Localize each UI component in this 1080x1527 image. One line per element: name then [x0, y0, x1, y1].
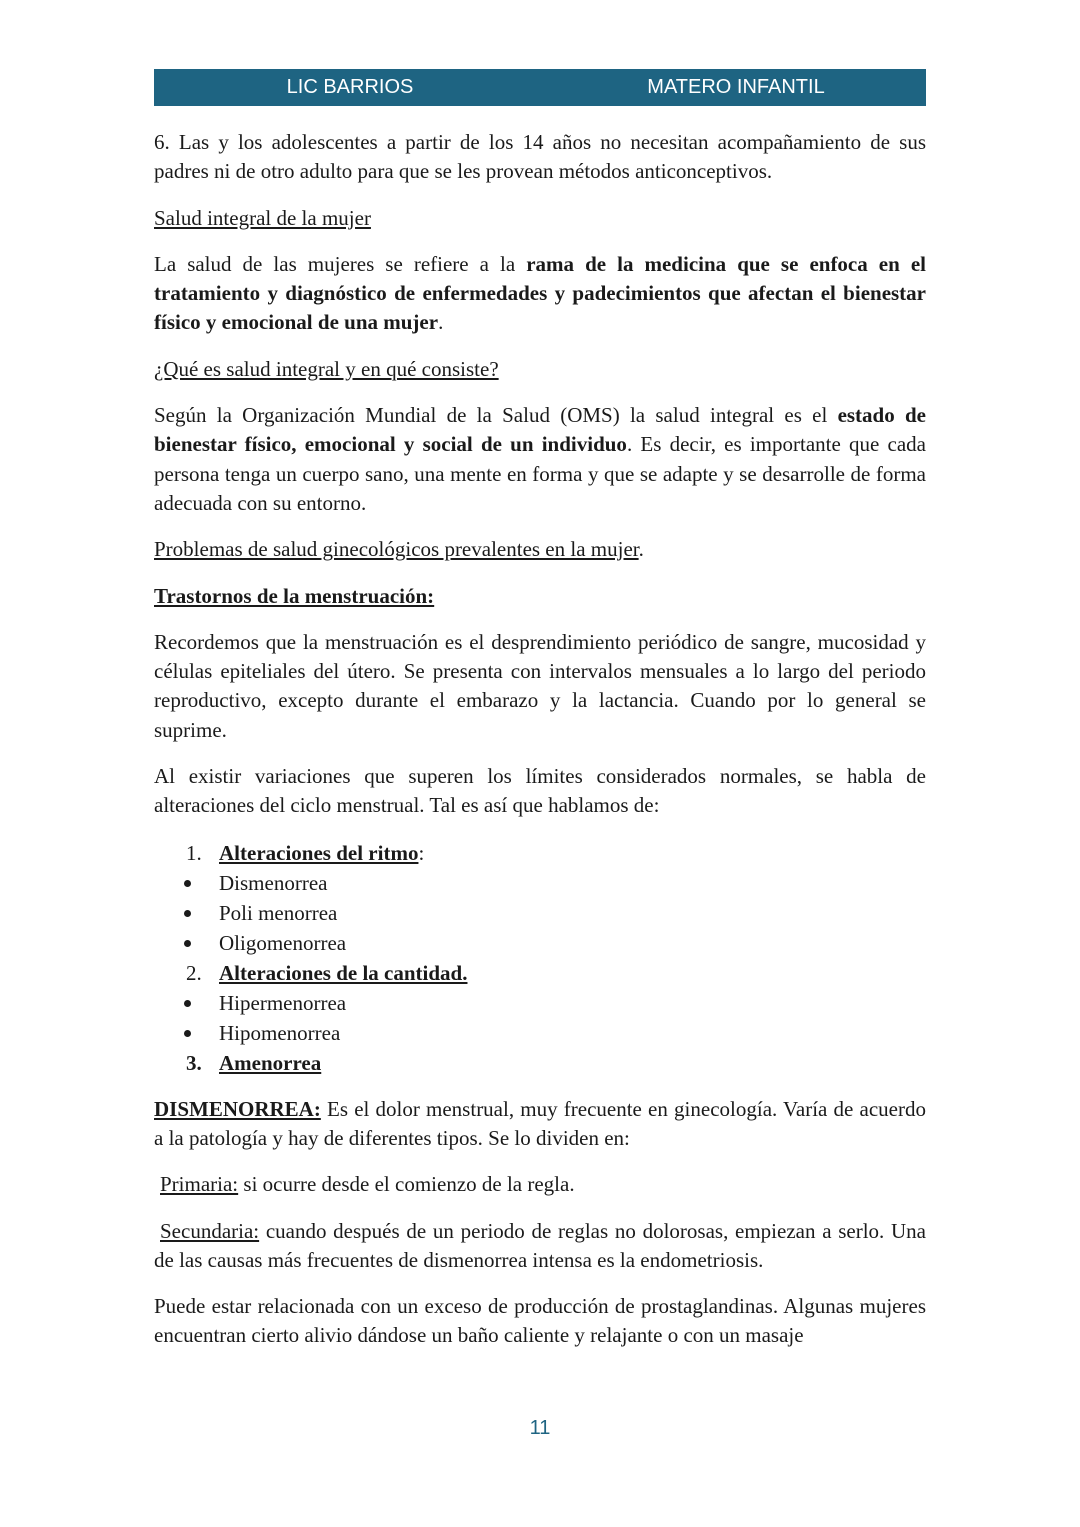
secundaria-label: Secundaria:	[160, 1218, 260, 1243]
list-item-colon: :	[418, 840, 425, 865]
page-header-bar	[154, 69, 926, 106]
list-item-text: Oligomenorrea	[219, 930, 347, 955]
primaria-label: Primaria:	[160, 1172, 239, 1197]
list-item-bullet	[154, 928, 926, 958]
list-item-text	[219, 838, 424, 868]
text-run: La salud de las mujeres se refiere a la	[154, 251, 527, 276]
paragraph-salud-mujer	[154, 250, 926, 338]
text-run: .	[438, 310, 444, 335]
page-number: 11	[529, 1417, 551, 1439]
paragraph-item-6: 6. Las y los adolescentes a partir de los 14 años no necesitan acompañamiento de sus padres ni de otro adulto para que se les provean métodos anticonceptivos.	[154, 130, 926, 184]
bullet-icon	[184, 1030, 191, 1037]
list-item-text: Hipomenorrea	[219, 1020, 341, 1045]
bold-run: rama de la medicina que se enfoca en el tratamiento y diagnóstico de enfermedades y padecimientos que afectan el bienestar físico y emocional de una mujer	[154, 251, 926, 335]
text-run: si ocurre desde el comienzo de la regla.	[238, 1172, 575, 1197]
bullet-icon	[184, 880, 191, 887]
list-item-bullet	[154, 898, 926, 928]
heading-text: Salud integral de la mujer	[154, 205, 371, 230]
section-question	[154, 355, 926, 384]
trastornos-heading: Trastornos de la menstruación:	[154, 583, 435, 608]
problemas-text: Problemas de salud ginecológicos prevalentes en la mujer	[154, 537, 639, 562]
list-number: 2.	[186, 960, 202, 985]
list-item-numbered	[154, 958, 926, 988]
list-item-numbered	[154, 838, 926, 868]
paragraph-primaria	[154, 1170, 926, 1199]
problemas-dot: .	[638, 537, 644, 562]
list-number: 1.	[186, 840, 202, 865]
paragraph-oms	[154, 401, 926, 518]
paragraph-recordemos: Recordemos que la menstruación es el desprendimiento periódico de sangre, mucosidad y células epiteliales del útero. Se presenta con intervalos mensuales a lo largo del periodo reproductivo, excepto durante el embarazo y la lactancia. Cuando por lo general se suprime.	[154, 629, 926, 742]
document-body	[154, 128, 926, 1368]
question-text: ¿Qué es salud integral y en qué consiste?	[154, 356, 499, 381]
paragraph-prostaglandinas: Puede estar relacionada con un exceso de producción de prostaglandinas. Algunas mujeres encuentran cierto alivio dándose un baño caliente y relajante o con un masaje	[154, 1294, 926, 1348]
list-item-bullet	[154, 1018, 926, 1048]
list-number: 3.	[186, 1050, 202, 1075]
section-heading-salud-integral	[154, 204, 926, 233]
text-run: . Es decir, es importante que cada persona tenga un cuerpo sano, una mente en forma y que se adapte y se desarrolle de forma adecuada con su entorno.	[154, 432, 926, 515]
bullet-icon	[184, 910, 191, 917]
section-trastornos	[154, 582, 926, 611]
list-item-bullet	[154, 868, 926, 898]
list-item-text: Dismenorrea	[219, 870, 328, 895]
paragraph-dismenorrea	[154, 1095, 926, 1154]
section-problemas	[154, 535, 926, 564]
text-run: cuando después de un periodo de reglas no dolorosas, empiezan a serlo. Una de las causas más frecuentes de dismenorrea intensa es la endometriosis.	[154, 1218, 926, 1272]
header-author: LIC BARRIOS	[286, 76, 414, 98]
bold-run: estado de bienestar físico, emocional y social de un individuo	[154, 403, 926, 457]
dismenorrea-label: DISMENORREA:	[154, 1096, 321, 1121]
text-run: Es el dolor menstrual, muy frecuente en ginecología. Varía de acuerdo a la patología y hay de diferentes tipos. Se lo dividen en:	[154, 1096, 926, 1150]
list-item-label: Alteraciones de la cantidad.	[219, 960, 468, 985]
text-run: Según la Organización Mundial de la Salud (OMS) la salud integral es el	[154, 403, 838, 428]
list-item-label: Alteraciones del ritmo	[219, 840, 419, 865]
paragraph-secundaria	[154, 1217, 926, 1276]
list-item-text: Hipermenorrea	[219, 990, 347, 1015]
list-item-text: Poli menorrea	[219, 900, 338, 925]
header-subject: MATERO INFANTIL	[647, 76, 825, 98]
paragraph-variaciones: Al existir variaciones que superen los límites considerados normales, se habla de alteraciones del ciclo menstrual. Tal es así que hablamos de:	[154, 764, 926, 818]
bullet-icon	[184, 1000, 191, 1007]
list-item-label: Amenorrea	[219, 1050, 322, 1075]
list-item-bullet	[154, 988, 926, 1018]
alteraciones-list	[154, 838, 926, 1078]
bullet-icon	[184, 940, 191, 947]
list-item-numbered	[154, 1048, 926, 1078]
